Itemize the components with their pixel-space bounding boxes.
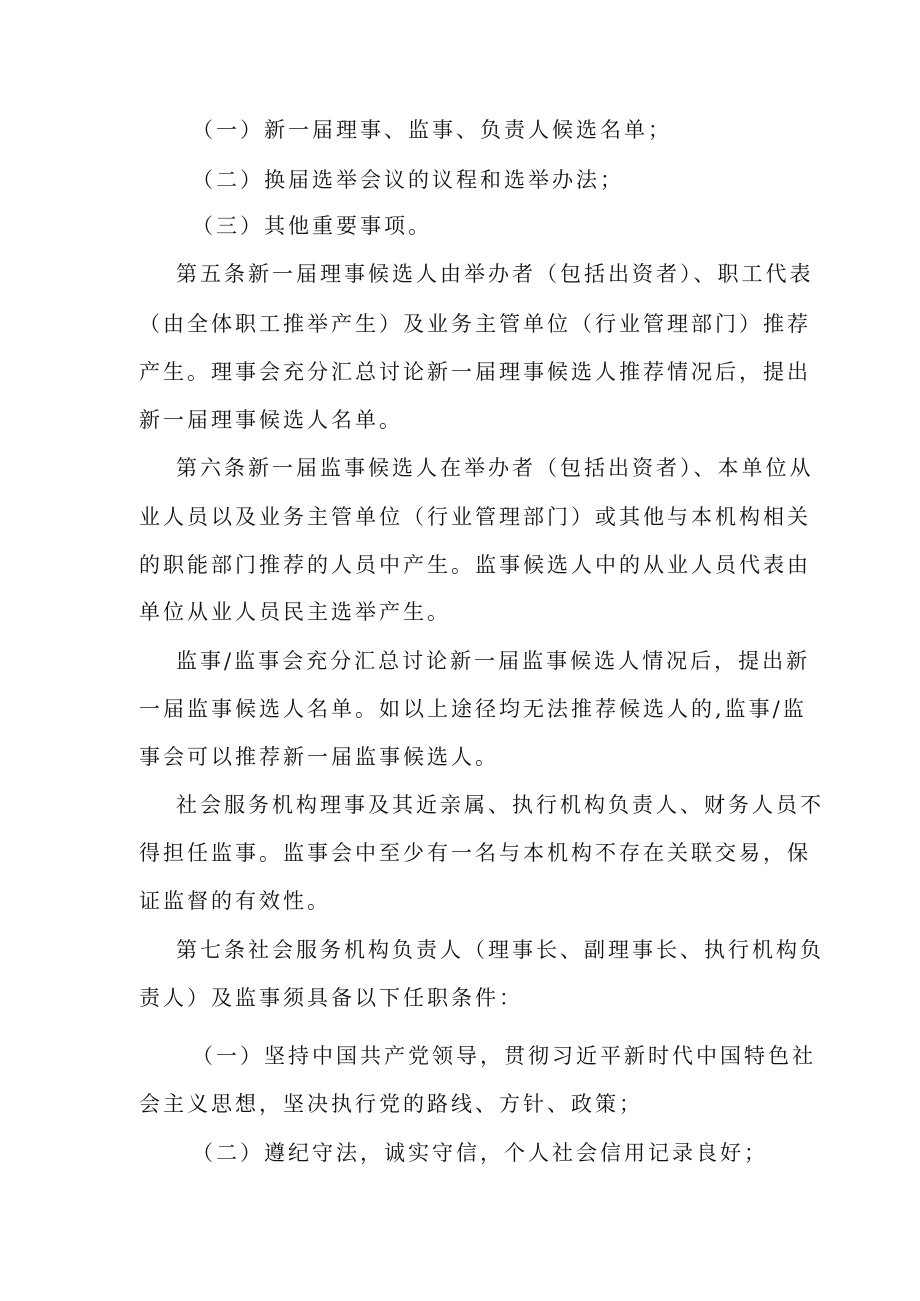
text-line-15: 社会服务机构理事及其近亲属、执行机构负责人、财务人员不 xyxy=(176,793,824,817)
text-line-9: 业人员以及业务主管单位（行业管理部门）或其他与本机构相关 xyxy=(139,505,811,529)
text-line-7: 新一届理事候选人名单。 xyxy=(139,408,403,432)
text-line-6: 产生。理事会充分汇总讨论新一届理事候选人推荐情况后，提出 xyxy=(139,360,811,384)
text-line-8: 第六条新一届监事候选人在举办者（包括出资者）、本单位从 xyxy=(176,456,814,480)
text-line-12: 监事/监事会充分汇总讨论新一届监事候选人情况后，提出新 xyxy=(176,649,811,673)
text-line-18: 第七条社会服务机构负责人（理事长、副理事长、执行机构负 xyxy=(176,938,824,962)
text-line-14: 事会可以推荐新一届监事候选人。 xyxy=(139,745,499,769)
text-line-17: 证监督的有效性。 xyxy=(139,889,331,913)
text-line-11: 单位从业人员民主选举产生。 xyxy=(139,600,451,624)
text-line-13: 一届监事候选人名单。如以上途径均无法推荐候选人的,监事/监 xyxy=(139,697,807,721)
text-line-3: （三）其他重要事项。 xyxy=(192,214,432,238)
text-line-19: 责人）及监事须具备以下任职条件： xyxy=(139,986,523,1010)
text-line-5: （由全体职工推举产生）及业务主管单位（行业管理部门）推荐 xyxy=(139,312,811,336)
text-line-4: 第五条新一届理事候选人由举办者（包括出资者）、职工代表 xyxy=(176,262,814,286)
text-line-10: 的职能部门推荐的人员中产生。监事候选人中的从业人员代表由 xyxy=(139,553,811,577)
text-line-22: （二）遵纪守法，诚实守信，个人社会信用记录良好； xyxy=(192,1141,768,1165)
text-line-21: 会主义思想，坚决执行党的路线、方针、政策； xyxy=(139,1092,643,1116)
text-line-20: （一）坚持中国共产党领导，贯彻习近平新时代中国特色社 xyxy=(192,1044,816,1068)
text-line-16: 得担任监事。监事会中至少有一名与本机构不存在关联交易，保 xyxy=(139,841,811,865)
text-line-2: （二）换届选举会议的议程和选举办法； xyxy=(192,168,624,192)
text-line-1: （一）新一届理事、监事、负责人候选名单； xyxy=(192,118,672,142)
